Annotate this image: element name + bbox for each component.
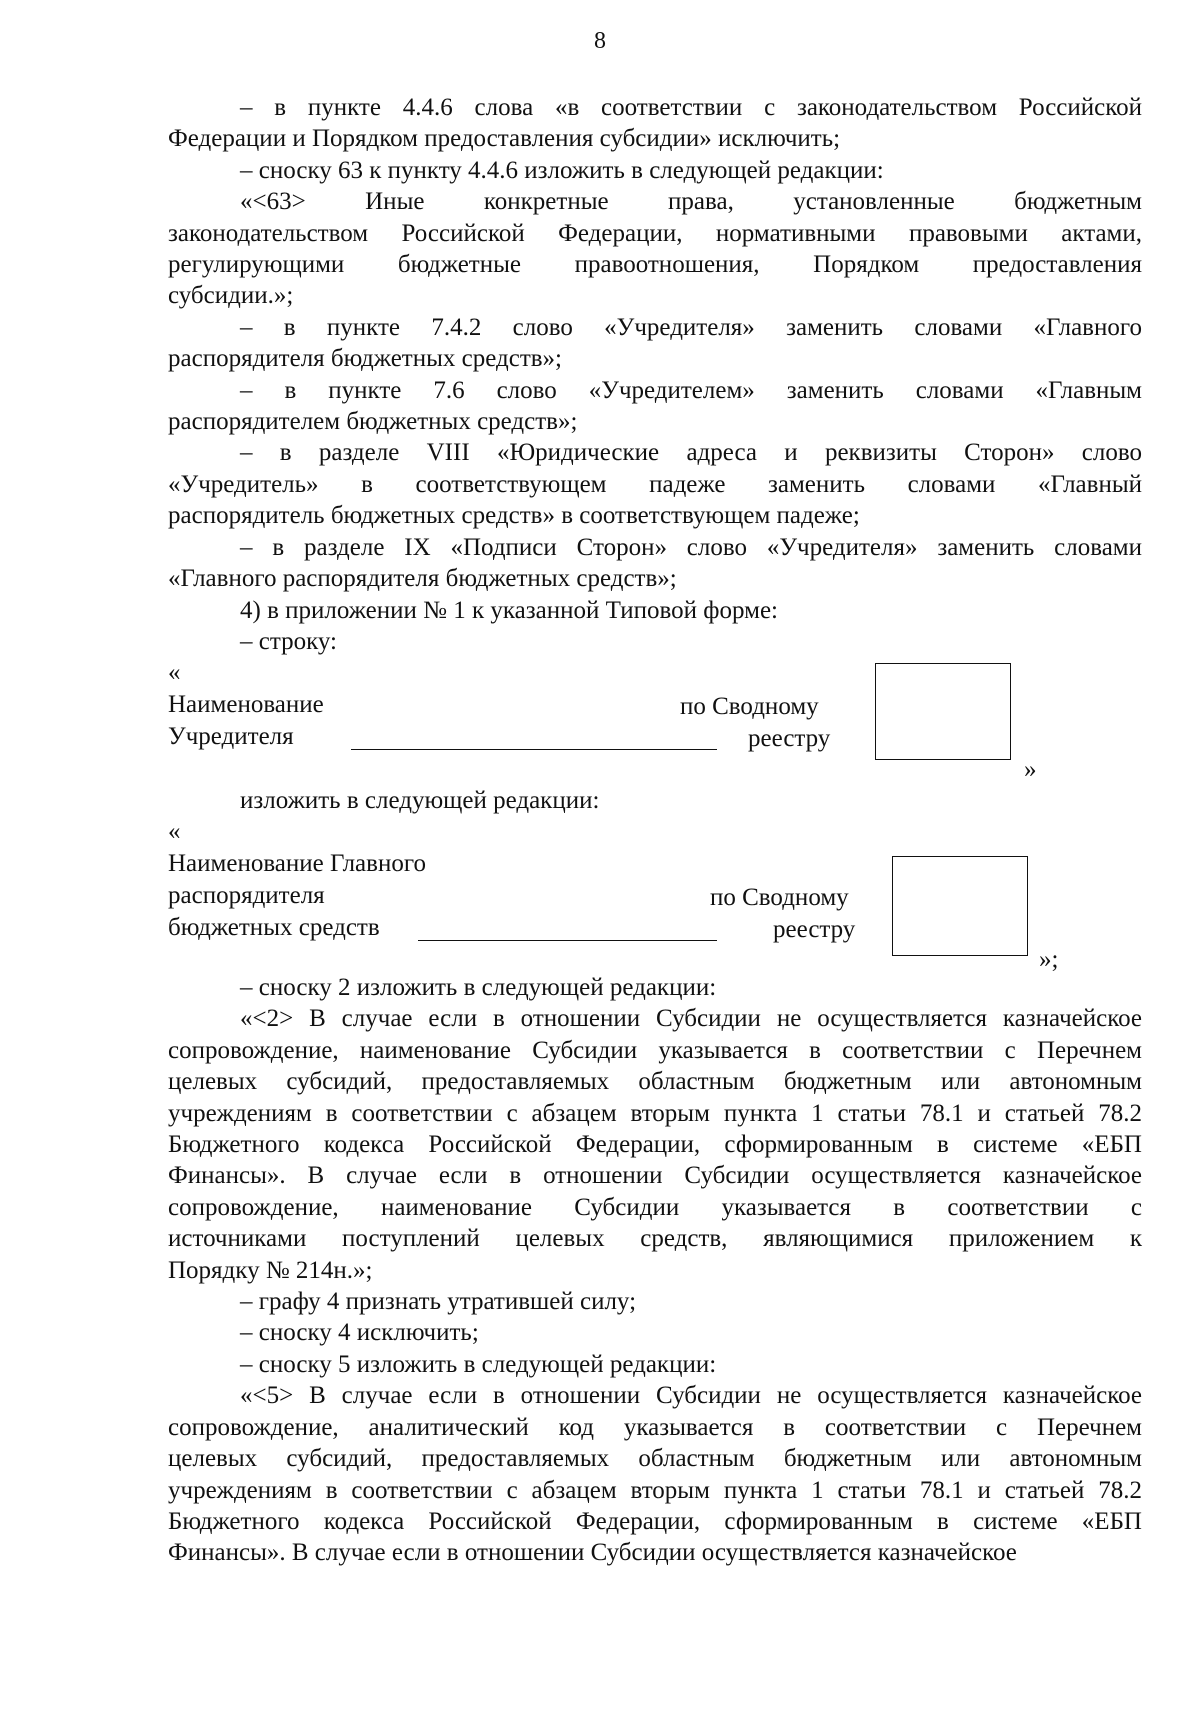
- text-line: – сноску 5 изложить в следующей редакции:: [240, 1350, 717, 1378]
- paragraph: [168, 532, 1142, 595]
- text-line: Федерации и Порядком предоставления субсидии» исключить;: [168, 125, 841, 153]
- label-uchreditelya: Учредителя: [168, 723, 294, 750]
- text-line: – графу 4 признать утратившей силу;: [240, 1288, 637, 1316]
- paragraph: [168, 1003, 1142, 1286]
- label-byudzhetnyh-sredstv: бюджетных средств: [168, 914, 380, 941]
- text-line: «Главного распорядителя бюджетных средств»;: [168, 565, 677, 593]
- text-line: Финансы». В случае если в отношении Субсидии осуществляется казначейское: [168, 1162, 1142, 1190]
- paragraph: [168, 312, 1142, 375]
- label-reestru: реестру: [773, 916, 856, 943]
- paragraph: [168, 972, 1142, 1003]
- registry-code-box: [892, 856, 1028, 956]
- text-line: целевых субсидий, предоставляемых областным бюджетным или автономным: [168, 1068, 1142, 1096]
- page-number: 8: [594, 28, 606, 54]
- label-naimenovanie-glavnogo: Наименование Главного: [168, 850, 426, 877]
- text-line: распорядителя бюджетных средств»;: [168, 345, 563, 373]
- text-line: сопровождение, аналитический код указывается в соответствии с Перечнем: [168, 1413, 1142, 1441]
- open-quote: «: [168, 818, 181, 845]
- text-line: «<5> В случае если в отношении Субсидии не осуществляется казначейское: [240, 1382, 1142, 1410]
- text-line: распорядителем бюджетных средств»;: [168, 408, 578, 436]
- text-line: – строку:: [240, 627, 337, 655]
- label-naimenovanie: Наименование: [168, 691, 324, 718]
- label-reestru: реестру: [748, 725, 831, 752]
- text-line: учреждениям в соответствии с абзацем вторым пункта 1 статьи 78.1 и статьей 78.2: [168, 1099, 1142, 1127]
- text-line: Бюджетного кодекса Российской Федерации, сформированным в системе «ЕБП: [168, 1507, 1142, 1535]
- document-body-top: [168, 92, 1142, 657]
- text-line: сопровождение, наименование Субсидии указывается в соответствии с: [168, 1193, 1142, 1221]
- paragraph: [168, 92, 1142, 155]
- text-line: – сноску 63 к пункту 4.4.6 изложить в следующей редакции:: [240, 156, 884, 184]
- paragraph: [168, 1286, 1142, 1317]
- text-line: целевых субсидий, предоставляемых областным бюджетным или автономным: [168, 1445, 1142, 1473]
- text-line: «<2> В случае если в отношении Субсидии не осуществляется казначейское: [240, 1005, 1142, 1033]
- text-line: – в пункте 7.4.2 слово «Учредителя» заменить словами «Главного: [240, 313, 1142, 341]
- name-underline: [351, 749, 717, 750]
- paragraph: [168, 375, 1142, 438]
- document-body-bottom: [168, 972, 1142, 1569]
- label-po-svodnomu: по Сводному: [710, 884, 849, 911]
- between-text: изложить в следующей редакции:: [240, 787, 600, 814]
- text-line: учреждениям в соответствии с абзацем вторым пункта 1 статьи 78.1 и статьей 78.2: [168, 1476, 1142, 1504]
- text-line: Финансы». В случае если в отношении Субсидии осуществляется казначейское: [168, 1539, 1017, 1567]
- text-line: – сноску 2 изложить в следующей редакции:: [240, 974, 717, 1001]
- close-quote: »;: [1039, 946, 1059, 973]
- text-line: регулирующими бюджетные правоотношения, Порядком предоставления: [168, 251, 1142, 279]
- text-line: сопровождение, наименование Субсидии указывается в соответствии с Перечнем: [168, 1036, 1142, 1064]
- label-po-svodnomu: по Сводному: [680, 693, 819, 720]
- text-line: «<63> Иные конкретные права, установленные бюджетным: [240, 188, 1142, 216]
- form-row-uchreditel: [168, 657, 1068, 787]
- text-line: – в пункте 7.6 слово «Учредителем» заменить словами «Главным: [240, 376, 1142, 404]
- text-line: 4) в приложении № 1 к указанной Типовой форме:: [240, 596, 778, 624]
- paragraph: [168, 155, 1142, 186]
- text-line: «Учредитель» в соответствующем падеже заменить словами «Главный: [168, 470, 1142, 498]
- paragraph: [168, 595, 1142, 626]
- text-line: – в разделе VIII «Юридические адреса и реквизиты Сторон» слово: [240, 439, 1142, 467]
- label-rasporyaditelya: распорядителя: [168, 882, 325, 909]
- registry-code-box: [875, 663, 1011, 760]
- text-line: Бюджетного кодекса Российской Федерации, сформированным в системе «ЕБП: [168, 1131, 1142, 1159]
- text-line: – в разделе IX «Подписи Сторон» слово «Учредителя» заменить словами: [240, 533, 1142, 561]
- paragraph: [168, 1349, 1142, 1380]
- text-line: законодательством Российской Федерации, нормативными правовыми актами,: [168, 219, 1142, 247]
- name-underline: [418, 940, 717, 941]
- form-row-glavny-rasporyaditel: [168, 816, 1088, 976]
- text-line: распорядитель бюджетных средств» в соответствующем падеже;: [168, 502, 860, 530]
- paragraph: [168, 1380, 1142, 1568]
- open-quote: «: [168, 659, 181, 686]
- close-quote: »: [1024, 756, 1037, 783]
- paragraph: [168, 437, 1142, 531]
- paragraph: [168, 626, 1142, 657]
- text-line: источниками поступлений целевых средств, являющимися приложением к: [168, 1225, 1142, 1253]
- text-line: – в пункте 4.4.6 слова «в соответствии с законодательством Российской: [240, 94, 1142, 121]
- text-line: субсидии.»;: [168, 282, 294, 310]
- paragraph: [168, 1317, 1142, 1348]
- text-line: – сноску 4 исключить;: [240, 1319, 479, 1347]
- paragraph: [168, 186, 1142, 312]
- text-line: Порядку № 214н.»;: [168, 1256, 373, 1284]
